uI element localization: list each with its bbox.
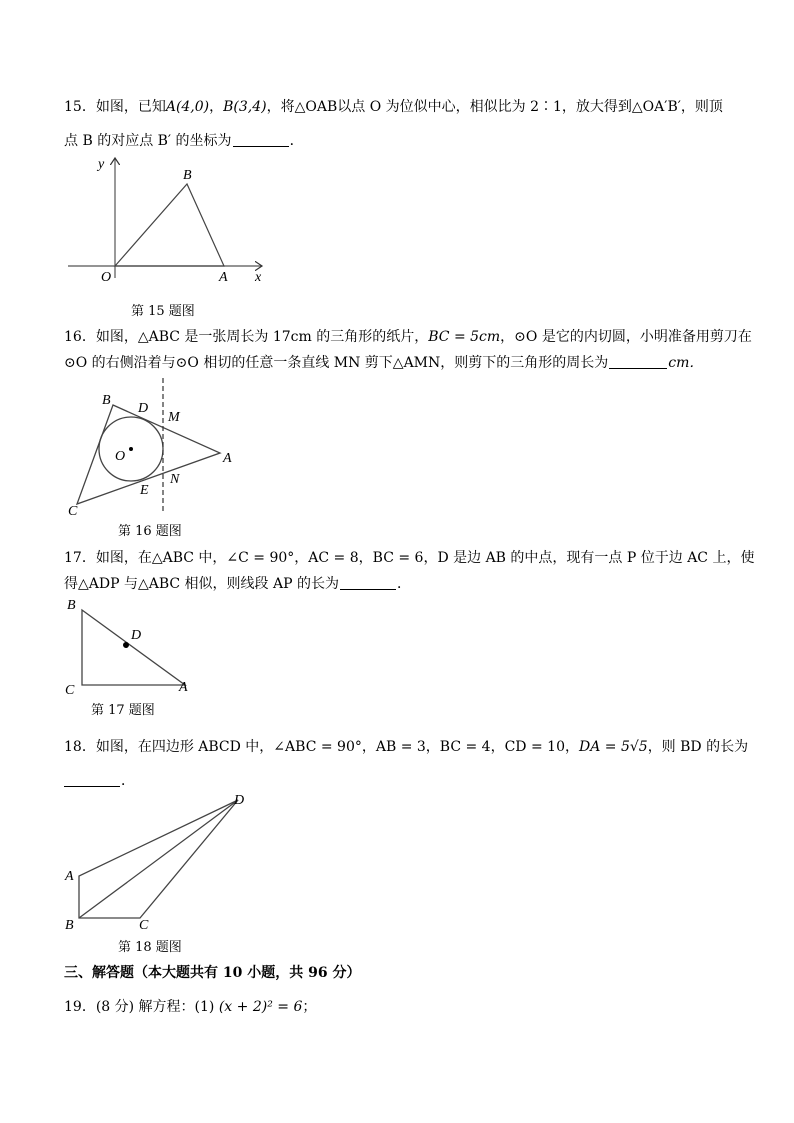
- q18-label-b: B: [65, 918, 74, 933]
- q18-figure: [58, 788, 258, 938]
- q18-label-c: C: [139, 918, 149, 933]
- q18-line-1: 18．如图，在四边形 ABCD 中，∠ABC = 90°，AB = 3，BC = 4，CD = 10，DA = 5√5，则 BD 的长为: [64, 739, 749, 755]
- q17-label-a: A: [179, 680, 188, 695]
- q15-label-o: O: [101, 270, 112, 285]
- q16-label-m: M: [168, 410, 180, 425]
- q18-label-d: D: [234, 793, 245, 808]
- q17-midpoint-d: [123, 642, 129, 648]
- answer-blank: [233, 132, 289, 147]
- q15-triangle-oab: [115, 184, 224, 266]
- answer-blank: [609, 354, 667, 369]
- q16-label-c: C: [68, 504, 78, 519]
- q15-line-1: 15．如图，已知A(4,0)，B(3,4)，将△OAB以点 O 为位似中心，相似比为 2∶1，放大得到△OA′B′，则顶: [64, 99, 723, 115]
- q17-line-1: 17．如图，在△ABC 中，∠C = 90°，AC = 8，BC = 6，D 是边 AB 的中点，现有一点 P 位于边 AC 上，使: [64, 550, 755, 566]
- q16-label-a: A: [223, 451, 232, 466]
- q18-label-a: A: [65, 869, 74, 884]
- q17-label-b: B: [67, 598, 76, 613]
- q16-label-d: D: [138, 401, 149, 416]
- q15-label-b: B: [183, 168, 192, 183]
- q15-figure: [60, 150, 280, 290]
- q16-label-n: N: [170, 472, 180, 487]
- q15-label-a: A: [219, 270, 228, 285]
- q16-caption: 第 16 题图: [118, 524, 182, 539]
- q16-label-b: B: [102, 393, 111, 408]
- q17-label-d: D: [131, 628, 142, 643]
- q17-line-2: 得△ADP 与△ABC 相似，则线段 AP 的长为 ．: [64, 576, 411, 592]
- q17-triangle-abc: [82, 610, 185, 685]
- q16-label-o: O: [115, 449, 126, 464]
- q17-figure: [60, 592, 200, 697]
- q18-diagonal-bd: [79, 800, 238, 918]
- q18-line-2: ．: [64, 771, 135, 791]
- q18-caption: 第 18 题图: [118, 940, 182, 955]
- q19-line-1: 19．(8 分) 解方程：(1) (x + 2)² = 6；: [64, 999, 317, 1015]
- q16-figure: [62, 376, 252, 521]
- q16-line-1: 16．如图，△ABC 是一张周长为 17cm 的三角形的纸片，BC = 5cm，⊙O 是它的内切圆，小明准备用剪刀在: [64, 329, 752, 345]
- q17-label-c: C: [65, 683, 75, 697]
- q15-label-y: y: [98, 157, 105, 172]
- q16-label-e: E: [140, 483, 149, 498]
- q16-line-2: ⊙O 的右侧沿着与⊙O 相切的任意一条直线 MN 剪下△AMN，则剪下的三角形的周长为 cm．: [64, 355, 704, 371]
- answer-blank: [64, 772, 120, 787]
- q16-center-dot: [129, 447, 133, 451]
- q15-line-2: 点 B 的对应点 B′ 的坐标为 ．: [64, 133, 304, 149]
- q17-caption: 第 17 题图: [91, 703, 155, 718]
- q15-caption: 第 15 题图: [131, 304, 195, 319]
- q15-label-x: x: [255, 270, 262, 285]
- answer-blank: [340, 575, 396, 590]
- section-3-title: 三、解答题（本大题共有 10 小题，共 96 分）: [64, 965, 361, 981]
